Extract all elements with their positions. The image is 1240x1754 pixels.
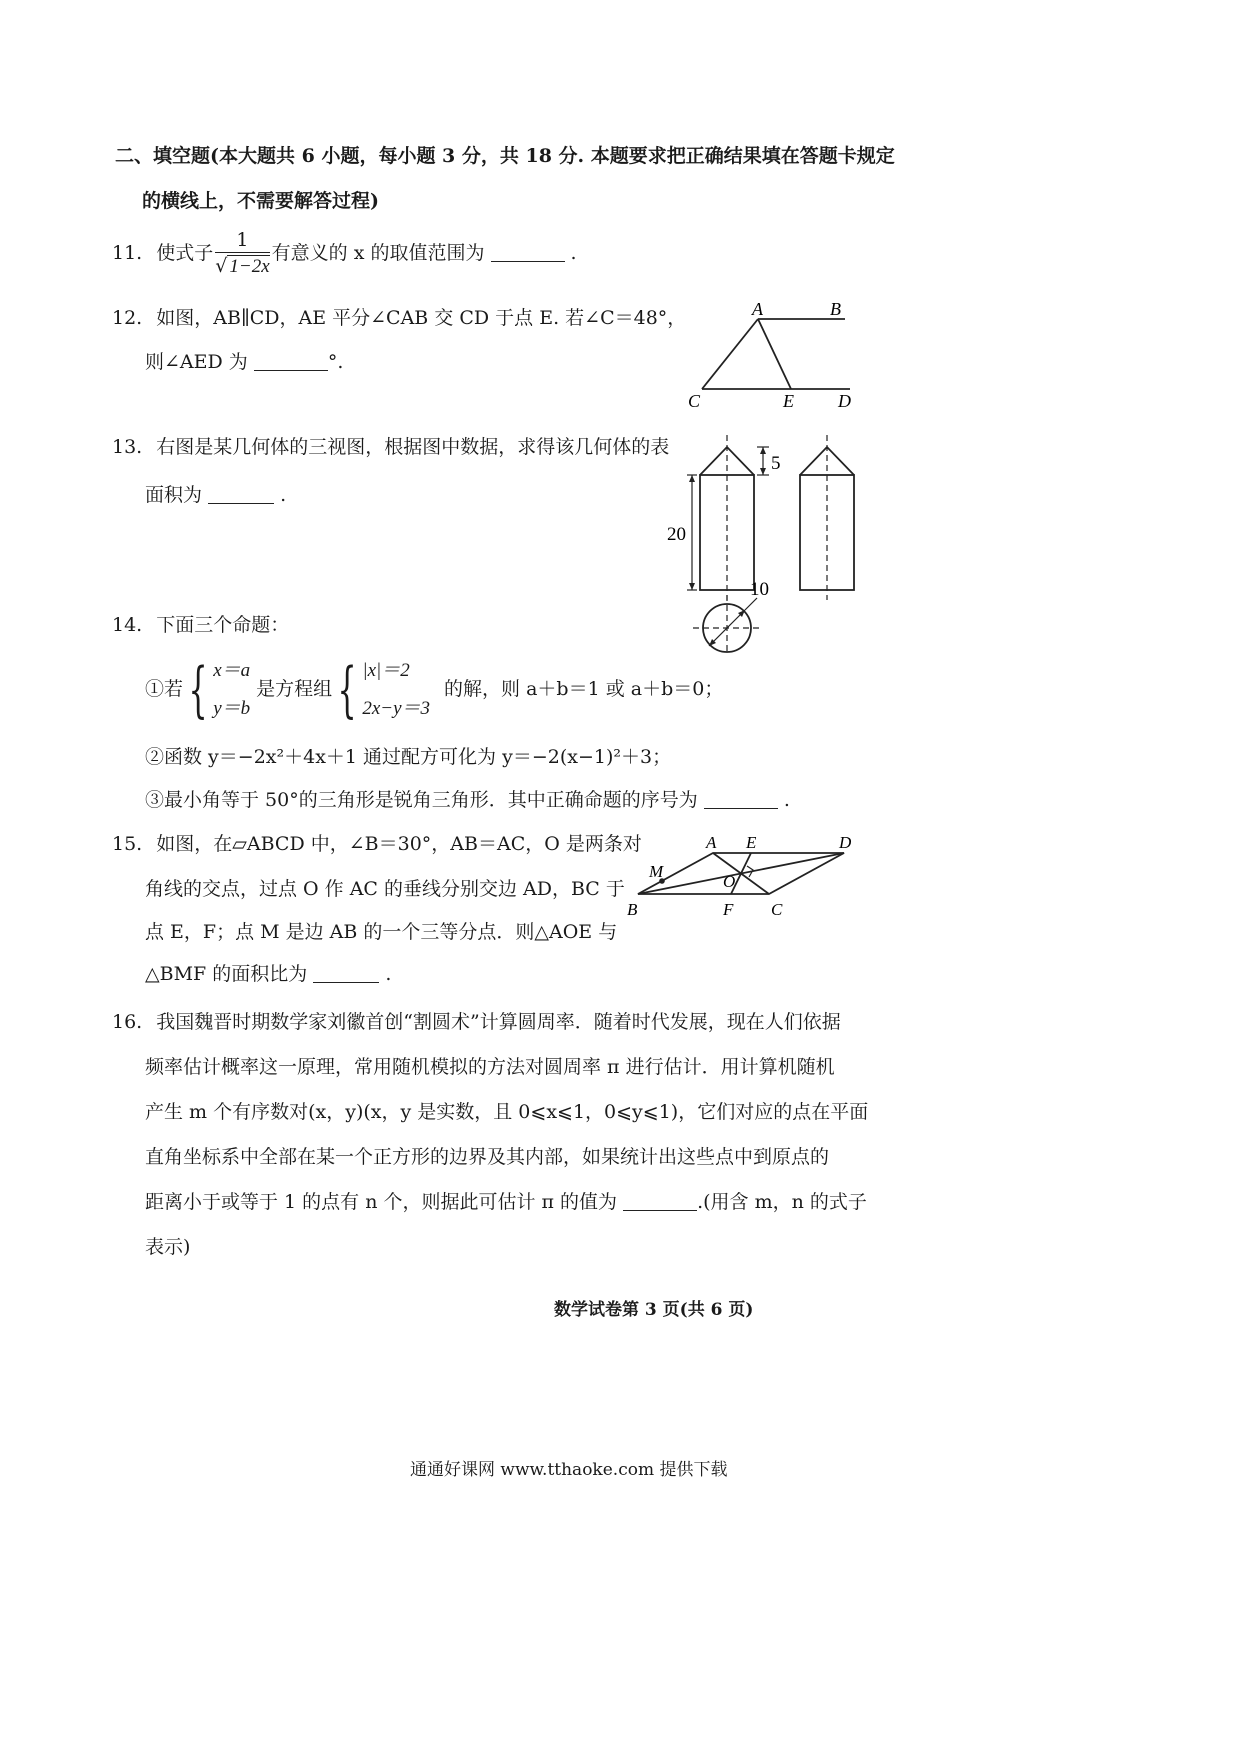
watermark-text: 通通好课网 www.tthaoke.com 提供下载	[410, 1460, 728, 1480]
answer-blank[interactable]	[704, 789, 778, 809]
q13-three-view-figure	[665, 425, 895, 655]
question-15-line1	[112, 829, 642, 856]
question-16-line5	[145, 1187, 867, 1214]
q12-text-post: °.	[327, 351, 344, 373]
q14-item-1	[145, 652, 723, 728]
label-c: C	[771, 900, 783, 919]
q16-text-pre: 距离小于或等于 1 的点有 n 个，则据此可估计 π 的值为	[145, 1191, 618, 1213]
side-view-body	[800, 475, 854, 590]
q14-item-2: ②函数 y＝−2x²＋4x＋1 通过配方可化为 y＝−2(x−1)²＋3；	[145, 746, 672, 768]
q13-text-post: .	[280, 484, 287, 506]
q12-text-pre: 则∠AED 为	[145, 351, 248, 373]
question-number: 12.	[112, 307, 143, 329]
q11-fraction	[215, 228, 269, 280]
q16-text: 我国魏晋时期数学家刘徽首创“割圆术”计算圆周率．随着时代发展，现在人们依据	[156, 1011, 841, 1033]
answer-blank[interactable]	[491, 242, 565, 262]
q16-text-post: .(用含 m，n 的式子	[697, 1191, 867, 1213]
q13-text: 右图是某几何体的三视图，根据图中数据，求得该几何体的表	[156, 436, 670, 458]
answer-blank[interactable]	[254, 351, 328, 371]
q14-item-3	[145, 785, 790, 812]
question-number: 15.	[112, 833, 143, 855]
q14-item3-post: .	[783, 789, 790, 811]
q12-text: 如图，AB∥CD，AE 平分∠CAB 交 CD 于点 E. 若∠C＝48°，	[156, 307, 687, 329]
equation-system-2	[362, 652, 430, 728]
q14-item1-post: 的解，则 a＋b＝1 或 a＋b＝0；	[444, 678, 724, 700]
answer-blank[interactable]	[623, 1191, 697, 1211]
section-title: 二、填空题(本大题共 6 小题，每小题 3 分，共 18 分. 本题要求把正确结果填在答题卡规定	[115, 145, 895, 167]
question-15-line4	[145, 959, 391, 986]
section-title-cont: 的横线上，不需要解答过程)	[142, 190, 379, 212]
q11-fraction-denominator: 1−2x	[229, 256, 270, 277]
question-16-line2: 频率估计概率这一原理，常用随机模拟的方法对圆周率 π 进行估计．用计算机随机	[145, 1056, 835, 1078]
question-16-line6: 表示)	[145, 1236, 191, 1258]
question-12-line2	[145, 347, 343, 374]
segment-ac	[702, 319, 758, 389]
q11-radical-sign: √	[215, 255, 228, 277]
label-b: B	[627, 900, 638, 919]
question-number: 14.	[112, 614, 143, 636]
left-brace: {	[188, 655, 208, 725]
question-14	[112, 610, 289, 637]
question-16-line1	[112, 1007, 841, 1034]
equation: 2x−y＝3	[362, 698, 431, 719]
dim-label-20: 20	[667, 524, 686, 545]
segment-ae	[758, 319, 791, 389]
equation: x＝a	[213, 660, 251, 681]
q12-figure	[680, 295, 870, 420]
q11-text-post: 有意义的 x 的取值范围为	[271, 242, 485, 264]
q11-text-end: .	[570, 242, 577, 264]
label-d: D	[839, 833, 852, 852]
q15-text-post: .	[385, 963, 392, 985]
q11-text-pre: 使式子	[156, 242, 214, 264]
left-brace: {	[337, 655, 357, 725]
page-number: 数学试卷第 3 页(共 6 页)	[554, 1300, 754, 1320]
question-13-line2	[145, 480, 286, 507]
label-o: O	[723, 872, 736, 891]
label-d: D	[838, 391, 851, 411]
question-number: 16.	[112, 1011, 143, 1033]
label-e: E	[783, 391, 794, 411]
question-number: 13.	[112, 436, 143, 458]
q14-item1-mid: 是方程组	[256, 678, 333, 700]
equation: y＝b	[213, 698, 251, 719]
label-f: F	[723, 900, 734, 919]
q15-text: 如图，在▱ABCD 中，∠B＝30°，AB＝AC，O 是两条对	[156, 833, 642, 855]
label-a: A	[752, 299, 763, 319]
q14-item1-pre: ①若	[145, 678, 184, 700]
answer-blank[interactable]	[208, 484, 274, 504]
label-a: A	[706, 833, 717, 852]
label-b: B	[830, 299, 841, 319]
q15-parallelogram-figure	[615, 832, 875, 927]
q14-item3-pre: ③最小角等于 50°的三角形是锐角三角形．其中正确命题的序号为	[145, 789, 698, 811]
equation-system-1	[213, 652, 250, 728]
front-view-body	[700, 475, 754, 590]
question-13-line1	[112, 432, 669, 459]
equation: |x|＝2	[362, 660, 410, 681]
question-number: 11.	[112, 242, 143, 264]
question-16-line4: 直角坐标系中全部在某一个正方形的边界及其内部，如果统计出这些点中到原点的	[145, 1146, 830, 1168]
label-e: E	[746, 833, 757, 852]
label-c: C	[688, 391, 701, 411]
q15-text-pre: △BMF 的面积比为	[145, 963, 308, 985]
q14-intro: 下面三个命题：	[156, 614, 290, 636]
answer-blank[interactable]	[313, 963, 379, 983]
question-12-line1	[112, 303, 686, 330]
dim-label-5: 5	[771, 453, 781, 474]
question-11	[112, 228, 577, 280]
question-15-line2: 角线的交点，过点 O 作 AC 的垂线分别交边 AD，BC 于	[145, 878, 625, 900]
question-15-line3: 点 E，F；点 M 是边 AB 的一个三等分点．则△AOE 与	[145, 921, 618, 943]
label-m: M	[649, 862, 664, 881]
dim-label-10: 10	[750, 579, 769, 600]
q11-fraction-numerator: 1	[215, 228, 269, 253]
q13-text-pre: 面积为	[145, 484, 203, 506]
question-16-line3: 产生 m 个有序数对(x，y)(x，y 是实数，且 0⩽x⩽1，0⩽y⩽1)，它们对应的点在平面	[145, 1101, 869, 1123]
